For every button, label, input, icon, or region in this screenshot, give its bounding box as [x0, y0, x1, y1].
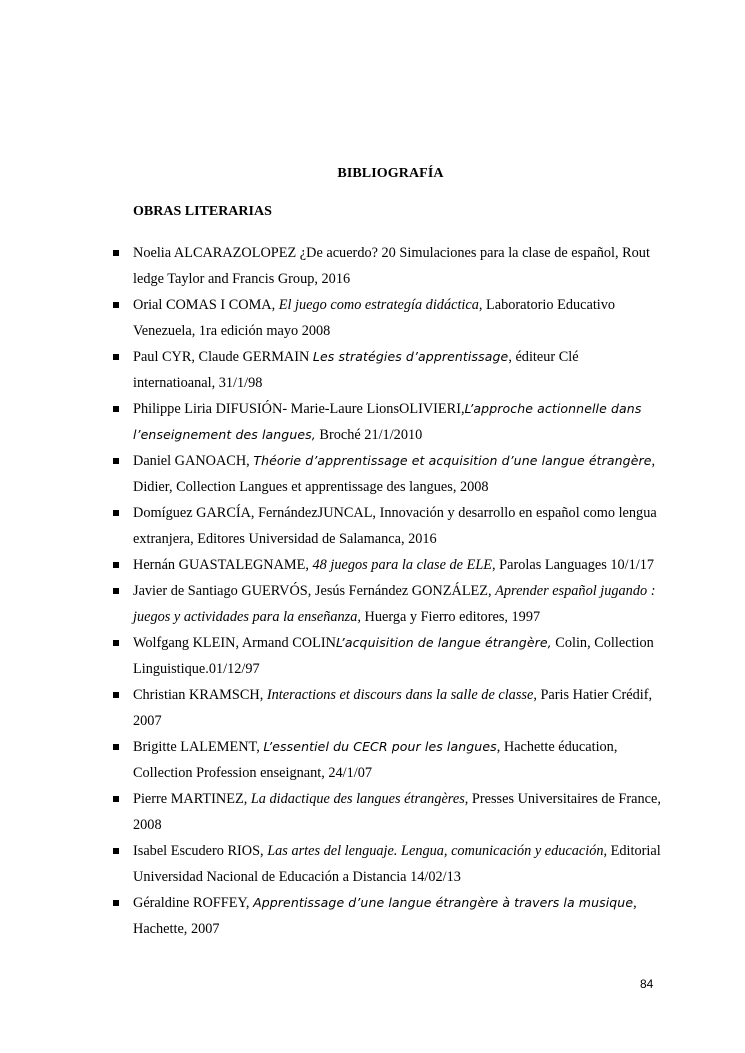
- list-item: Pierre MARTINEZ, La didactique des langues étrangères, Presses Universitaires de France, 2008: [133, 786, 663, 838]
- list-item: Noelia ALCARAZOLOPEZ ¿De acuerdo? 20 Simulaciones para la clase de español, Rout ledge Taylor and Francis Group, 2016: [133, 240, 663, 292]
- list-item: Orial COMAS I COMA, El juego como estrategía didáctica, Laboratorio Educativo Venezuela, 1ra edición mayo 2008: [133, 292, 663, 344]
- list-item: Géraldine ROFFEY, Apprentissage d’une langue étrangère à travers la musique, Hachette, 2007: [133, 890, 663, 942]
- list-item: Christian KRAMSCH, Interactions et discours dans la salle de classe, Paris Hatier Crédif, 2007: [133, 682, 663, 734]
- bibliography-list: [133, 240, 663, 942]
- list-item: Javier de Santiago GUERVÓS, Jesús Fernández GONZÁLEZ, Aprender español jugando : juegos y actividades para la enseñanza, Huerga y Fierro editores, 1997: [133, 578, 663, 630]
- list-item: Paul CYR, Claude GERMAIN Les stratégies d’apprentissage, éditeur Clé internatioanal, 31/1/98: [133, 344, 663, 396]
- section-heading: OBRAS LITERARIAS: [133, 204, 272, 219]
- page-title: BIBLIOGRAFÍA: [337, 166, 444, 181]
- list-item: Wolfgang KLEIN, Armand COLINL’acquisition de langue étrangère, Colin, Collection Linguistique.01/12/97: [133, 630, 663, 682]
- list-item: Daniel GANOACH, Théorie d’apprentissage et acquisition d’une langue étrangère, Didier, Collection Langues et apprentissage des langues, 2008: [133, 448, 663, 500]
- list-item: Philippe Liria DIFUSIÓN- Marie-Laure LionsOLIVIERI,L’approche actionnelle dans l’enseignement des langues, Broché 21/1/2010: [133, 396, 663, 448]
- page-number: 84: [640, 977, 654, 991]
- list-item: Brigitte LALEMENT, L’essentiel du CECR pour les langues, Hachette éducation, Collection Profession enseignant, 24/1/07: [133, 734, 663, 786]
- list-item: Isabel Escudero RIOS, Las artes del lenguaje. Lengua, comunicación y educación, Editorial Universidad Nacional de Educación a Distancia 14/02/13: [133, 838, 663, 890]
- list-item: Domíguez GARCÍA, FernándezJUNCAL, Innovación y desarrollo en español como lengua extranjera, Editores Universidad de Salamanca, 2016: [133, 500, 663, 552]
- list-item: Hernán GUASTALEGNAME, 48 juegos para la clase de ELE, Parolas Languages 10/1/17: [133, 552, 663, 578]
